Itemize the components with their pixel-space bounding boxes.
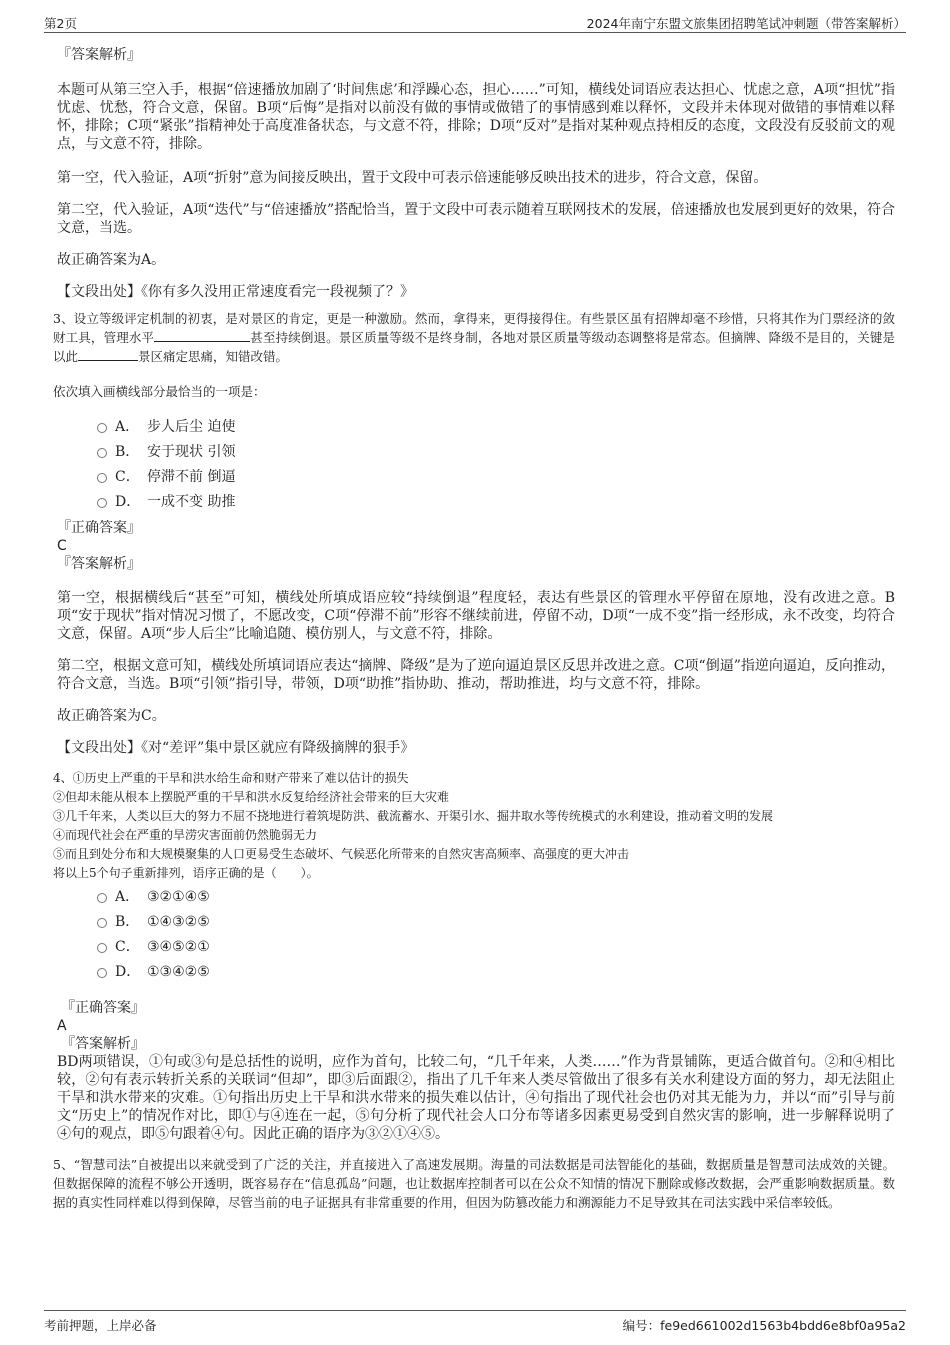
q3-answer: C — [57, 538, 67, 554]
q3-stem-part1: 3、设立等级评定机制的初衷，是对景区的肯定，更是一种激励。然而，拿得来，更得接得住。有些景区虽有招牌却毫不珍惜，只将其作为门票经济的敛财工具，管理水平 — [53, 311, 895, 345]
code-label: 编号： — [622, 1318, 661, 1333]
q4-line-1: 4、①历史上严重的干旱和洪水给生命和财产带来了难以估计的损失 — [53, 771, 409, 785]
q4-line-5: ⑤而且到处分布和大规模聚集的人口更易受生态破坏、气候恶化所带来的自然灾害高频率、高强度的更大冲击 — [53, 847, 630, 861]
q2-analysis-p3: 第二空，代入验证，A项“迭代”与“倍速播放”搭配恰当，置于文段中可表示随着互联网技术的发展，倍速播放也发展到更好的效果，符合文意，当选。 — [57, 202, 895, 236]
radio-icon[interactable] — [97, 448, 107, 458]
q2-analysis-heading: 『答案解析』 — [57, 47, 141, 63]
radio-icon[interactable] — [97, 918, 107, 928]
q4-analysis: BD两项错误，①句或③句是总括性的说明，应作为首句，比较二句，“几千年来，人类……”作为背景铺陈，更适合做首句。②和④相比较，②句有表示转折关系的关联词“但却”，即③后面跟②，指出了几千年来人类尽管做出了很多有关水利建设方面的努力，却无法阻止干旱和洪水带来的灾难。①句指出历史上干旱和洪水带来的损失难以估计，④句指出了现代社会也仍对其无能为力，并以“而”引导与前文“历史上”的情况作对比，即①与④连在一起，⑤句分析了现代社会人口分布等诸多因素更易受到自然灾害的影响，进一步解释说明了④句的观点，即⑤句跟着④句。因此正确的语序为③②①④⑤。 — [57, 1054, 895, 1142]
code-value: fe9ed661002d1563b4bdd6e8bf0a95a2 — [660, 1318, 906, 1333]
q3-options — [57, 415, 895, 515]
q2-analysis-p1: 本题可从第三空入手，根据“倍速播放加剧了‘时间焦虑’和浮躁心态，担心……”可知，横线处词语应表达担心、忧虑之意，A项“担忧”指忧虑、忧愁，符合文意，保留。B项“后悔”是指对以前没有做的事情或做错了的事情感到难以释怀，文段并未体现对做错的事情难以释怀，排除；C项“紧张”指精神处于高度准备状态，与文意不符，排除；D项“反对”是指对某种观点持相反的态度，文段没有反驳前文的观点，与文意不符，排除。 — [57, 82, 895, 152]
q4-option-b[interactable]: B． ①④③②⑤ — [57, 910, 895, 935]
q5-stem: 5、“智慧司法”自被提出以来就受到了广泛的关注，并直接进入了高速发展期。海量的司法数据是司法智能化的基础，数据质量是智慧司法成效的关键。但数据保障的流程不够公开透明，既容易存在“信息孤岛”问题，也让数据库控制者可以在公众不知情的情况下删除或修改数据，会严重影响数据质量。数据的真实性同样难以得到保障，尽管当前的电子证据具有非常重要的作用，但因为防篡改能力和溯源能力不足导致其在司法实践中采信率较低。 — [53, 1157, 895, 1210]
q3-analysis-p2: 第二空，根据文意可知，横线处所填词语应表达“摘牌、降级”是为了逆向逼迫景区反思并改进之意。C项“倒逼”指逆向逼迫，反向推动，符合文意，当选。B项“引领”指引导，带领，D项“助推”指协助、推动，帮助推进，均与文意不符，排除。 — [57, 658, 895, 692]
blank-2 — [78, 348, 138, 361]
q3-conclusion: 故正确答案为C。 — [57, 708, 166, 724]
q3-option-b[interactable]: B． 安于现状 引领 — [57, 440, 895, 465]
q4-stem — [53, 769, 895, 883]
radio-icon[interactable] — [97, 423, 107, 433]
q4-answer: A — [57, 1018, 67, 1034]
q3-stem-part3: 景区痛定思痛，知错改错。 — [138, 349, 289, 364]
radio-icon[interactable] — [97, 893, 107, 903]
page-footer — [44, 1310, 906, 1333]
q4-option-c[interactable]: C． ③④⑤②① — [57, 935, 895, 960]
q3-stem — [53, 309, 895, 366]
q4-analysis-heading: 『答案解析』 — [61, 1036, 145, 1052]
q3-analysis-heading: 『答案解析』 — [57, 556, 141, 572]
q2-analysis-p2: 第一空，代入验证，A项“折射”意为间接反映出，置于文段中可表示倍速能够反映出技术的进步，符合文意，保留。 — [57, 170, 768, 186]
radio-icon[interactable] — [97, 943, 107, 953]
q4-option-a[interactable]: A． ③②①④⑤ — [57, 885, 895, 910]
document-title: 2024年南宁东盟文旅集团招聘笔试冲刺题（带答案解析） — [586, 16, 906, 31]
q3-answer-heading: 『正确答案』 — [57, 520, 141, 536]
q3-prompt: 依次填入画横线部分最恰当的一项是： — [53, 384, 266, 399]
radio-icon[interactable] — [97, 498, 107, 508]
q2-conclusion: 故正确答案为A。 — [57, 252, 166, 268]
blank-1 — [154, 329, 250, 342]
q4-line-4: ④而现代社会在严重的旱涝灾害面前仍然脆弱无力 — [53, 828, 318, 842]
q4-option-d[interactable]: D． ①③④②⑤ — [57, 960, 895, 985]
q4-line-3: ③几千年来，人类以巨大的努力不屈不挠地进行着筑堤防洪、截流蓄水、开渠引水、掘井取水等传统模式的水利建设，推动着文明的发展 — [53, 809, 774, 823]
q3-option-a[interactable]: A． 步人后尘 迫使 — [57, 415, 895, 440]
page-header — [44, 10, 906, 33]
q3-option-d[interactable]: D． 一成不变 助推 — [57, 490, 895, 515]
q3-source: 【文段出处】《对“差评”集中景区就应有降级摘牌的狠手》 — [57, 740, 415, 756]
q3-analysis-p1: 第一空，根据横线后“甚至”可知，横线处所填成语应较“持续倒退”程度轻，表达有些景区的管理水平停留在原地，没有改进之意。B项“安于现状”指对情况习惯了，不愿改变，C项“停滞不前”形容不继续前进，停留不动，D项“一成不变”指一经形成，永不改变，均符合文意，保留。A项“步人后尘”比喻追随、模仿别人，与文意不符，排除。 — [57, 590, 895, 642]
footer-slogan: 考前押题，上岸必备 — [44, 1318, 157, 1333]
q4-prompt: 将以上5个句子重新排列，语序正确的是（ ）。 — [53, 866, 319, 880]
q4-options — [57, 885, 895, 985]
page-number: 第2页 — [44, 16, 77, 31]
q2-source: 【文段出处】《你有多久没用正常速度看完一段视频了？》 — [57, 284, 414, 300]
radio-icon[interactable] — [97, 968, 107, 978]
q4-line-2: ②但却未能从根本上摆脱严重的干旱和洪水反复给经济社会带来的巨大灾难 — [53, 790, 450, 804]
q4-answer-heading: 『正确答案』 — [61, 1000, 145, 1016]
document-code — [623, 1316, 906, 1334]
radio-icon[interactable] — [97, 473, 107, 483]
q3-option-c[interactable]: C． 停滞不前 倒逼 — [57, 465, 895, 490]
q3-stem-part2: 甚至持续倒退。景区质量等级不是终身制，各地对景区质量等级动态调整将是常态。但摘牌、降级不是目的，关键是以此 — [53, 330, 895, 364]
page-content — [53, 46, 895, 1212]
